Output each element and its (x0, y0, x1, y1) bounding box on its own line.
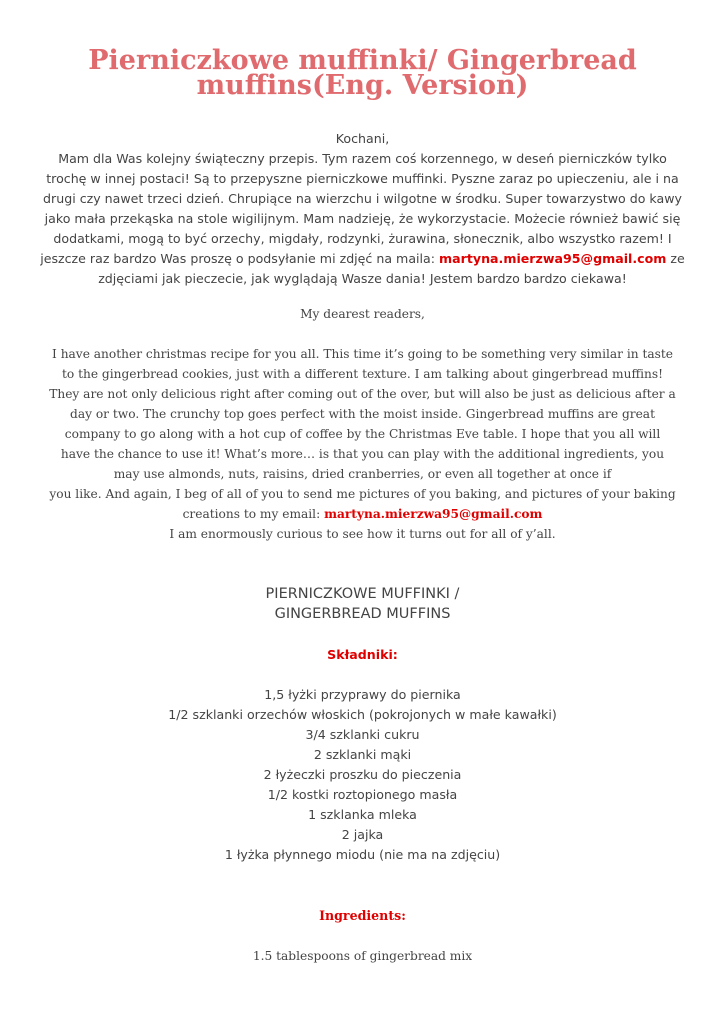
ingredients-list (0, 946, 725, 966)
list-item: 1.5 tablespoons of gingerbread mix (252, 949, 473, 963)
polish-line: drugi czy nawet trzeci dzień. Chrupiące na wierzchu i wilgotne w środku. Super towarzystwo do kawy (43, 191, 682, 206)
polish-line: Mam dla Was kolejny świąteczny przepis. Tym razem coś korzennego, w deseń pierniczków tylko (58, 151, 667, 166)
list-item: 1/2 szklanki orzechów włoskich (pokrojonych w małe kawałki) (168, 707, 557, 722)
recipe-title-line1: PIERNICZKOWE MUFFINKI / (265, 586, 460, 602)
polish-email-line (0, 249, 725, 269)
polish-greeting: Kochani, (335, 131, 390, 146)
polish-line: jako mała przekąska na stole wigilijnym. Mam nadzieję, że wykorzystacie. Możecie również bawić się (44, 211, 681, 226)
english-greeting-block (0, 304, 725, 324)
english-email-link[interactable]: martyna.mierzwa95@gmail.com (324, 507, 543, 521)
english-line: I have another christmas recipe for you all. This time it’s going to be something very similar in taste (52, 347, 673, 361)
list-item: 1 łyżka płynnego miodu (nie ma na zdjęciu) (224, 847, 501, 862)
polish-intro (0, 129, 725, 289)
list-item: 3/4 szklanki cukru (305, 727, 420, 742)
english-email-prefix: creations to my email: (182, 507, 325, 521)
recipe-title-line2: GINGERBREAD MUFFINS (274, 606, 451, 622)
english-line: may use almonds, nuts, raisins, dried cranberries, or even all together at once if (113, 467, 612, 481)
english-line: day or two. The crunchy top goes perfect with the moist inside. Gingerbread muffins are great (70, 407, 655, 421)
english-greeting: My dearest readers, (300, 307, 425, 321)
list-item: 2 łyżeczki proszku do pieczenia (263, 767, 462, 782)
polish-line: trochę w innej postaci! Są to przepyszne pierniczkowe muffinki. Pyszne zaraz po upieczeniu, ale i na (46, 171, 679, 186)
english-line: have the chance to use it! What’s more… is that you can play with the additional ingredients, you (60, 447, 665, 461)
list-item: 2 jajka (341, 827, 384, 842)
english-line: to the gingerbread cookies, just with a different texture. I am talking about gingerbread muffins! (61, 367, 664, 381)
polish-email-prefix: jeszcze raz bardzo Was proszę o podsyłanie mi zdjęć na maila: (40, 251, 440, 266)
ingredients-heading-block (0, 906, 725, 926)
skladniki-heading: Składniki: (327, 647, 398, 662)
english-line: you like. And again, I beg of all of you to send me pictures of you baking, and pictures of your baking (49, 487, 676, 501)
polish-last-line: zdjęciami jak pieczecie, jak wyglądają Wasze dania! Jestem bardzo bardzo ciekawa! (98, 271, 627, 286)
list-item: 2 szklanki mąki (313, 747, 412, 762)
polish-email-link[interactable]: martyna.mierzwa95@gmail.com (439, 251, 667, 266)
english-line: They are not only delicious right after coming out of the over, but will also be just as delicious after a (49, 387, 676, 401)
english-line: company to go along with a hot cup of coffee by the Christmas Eve table. I hope that you all will (64, 427, 661, 441)
page-title: Pierniczkowe muffinki/ Gingerbread muffins(Eng. Version) (88, 45, 637, 101)
english-last-line: I am enormously curious to see how it turns out for all of y’all. (169, 527, 556, 541)
list-item: 1 szklanka mleka (308, 807, 417, 822)
skladniki-list (0, 685, 725, 865)
english-email-line (0, 504, 725, 524)
ingredients-heading: Ingredients: (319, 908, 406, 923)
english-intro (0, 344, 725, 544)
polish-email-suffix: ze (666, 251, 685, 266)
skladniki-heading-block (0, 645, 725, 665)
list-item: 1/2 kostki roztopionego masła (267, 787, 458, 802)
list-item: 1,5 łyżki przyprawy do piernika (264, 687, 461, 702)
recipe-title (0, 584, 725, 624)
polish-line: dodatkami, mogą to być orzechy, migdały, rodzynki, żurawina, słonecznik, albo wszystko razem! I (53, 231, 672, 246)
